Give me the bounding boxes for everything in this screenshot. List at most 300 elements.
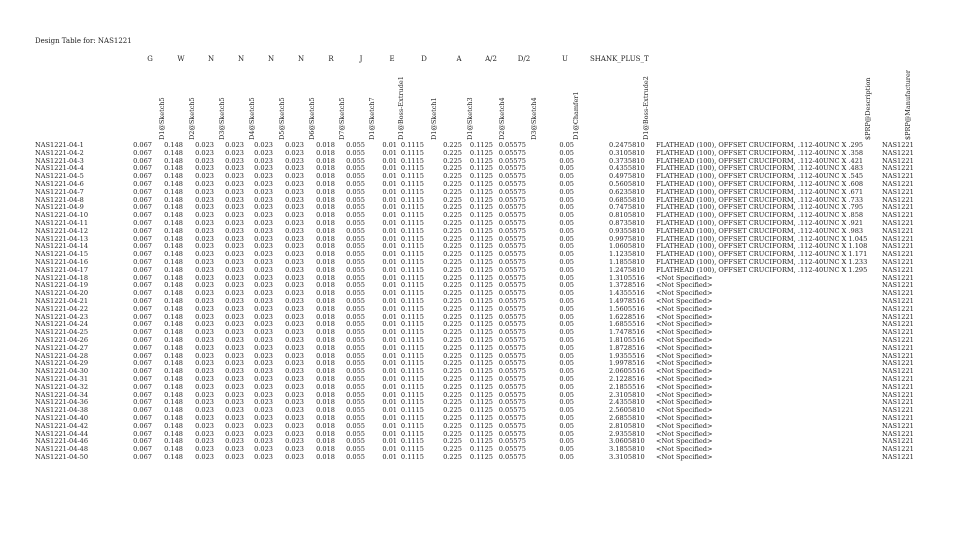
cell: 0.01: [382, 164, 397, 173]
cell: 0.067: [133, 265, 152, 274]
cell: 0.225: [443, 328, 462, 337]
cell: 0.1125: [469, 297, 493, 305]
cell: 0.148: [164, 281, 183, 290]
manufacturer: NAS1221: [882, 242, 914, 251]
cell: 0.023: [195, 398, 214, 407]
cell: 0.067: [133, 226, 152, 235]
cell: 0.023: [285, 375, 304, 383]
cell: 0.023: [254, 382, 273, 391]
cell: 0.023: [254, 297, 273, 305]
manufacturer: NAS1221: [882, 289, 914, 298]
shank-plus-t-value: 2.9355810: [609, 429, 645, 438]
cell: 0.018: [316, 195, 335, 204]
shank-plus-t-value: 0.7475810: [609, 203, 645, 212]
cell: 0.018: [316, 445, 335, 454]
cell: 0.05575: [498, 281, 526, 290]
cell: 0.023: [195, 453, 214, 461]
cell: 0.067: [133, 281, 152, 290]
cell: 0.01: [382, 375, 397, 383]
cell: 0.05575: [498, 429, 526, 438]
cell: 0.225: [443, 148, 462, 157]
column-name: [498, 50, 516, 140]
config-name: NAS1221-04-42: [35, 421, 89, 430]
cell: 0.05575: [498, 320, 526, 329]
cell: 0.023: [195, 382, 214, 391]
cell: 0.023: [254, 211, 273, 220]
cell: 0.023: [195, 281, 214, 290]
cell: 0.1115: [400, 328, 424, 337]
cell: 0.1125: [469, 421, 493, 430]
cell: 0.01: [382, 203, 397, 212]
cell: 0.055: [346, 429, 365, 438]
cell: 0.148: [164, 406, 183, 415]
cell: 0.05575: [498, 406, 526, 415]
column-name: [188, 50, 206, 140]
cell: 0.1125: [469, 226, 493, 235]
description: <Not Specified>: [656, 406, 713, 415]
cell: 0.1125: [469, 429, 493, 438]
cell: 0.023: [285, 195, 304, 204]
cell: 0.01: [382, 297, 397, 305]
cell: 0.067: [133, 141, 152, 149]
description: <Not Specified>: [656, 445, 713, 454]
cell: 0.018: [316, 343, 335, 352]
cell: 0.018: [316, 219, 335, 227]
cell: 0.05575: [498, 421, 526, 430]
cell: 0.225: [443, 445, 462, 454]
manufacturer: NAS1221: [882, 234, 914, 243]
cell: 0.055: [346, 390, 365, 399]
shank-plus-t-value: 3.1855810: [609, 445, 645, 454]
column-letter: J: [359, 55, 363, 63]
shank-plus-t-value: 1.4978516: [609, 297, 645, 305]
config-name: NAS1221-04-26: [35, 336, 89, 344]
cell: 0.018: [316, 359, 335, 368]
column-name: [466, 50, 484, 140]
cell: 0.05: [559, 414, 574, 422]
cell: 0.023: [285, 343, 304, 352]
cell: 0.225: [443, 250, 462, 259]
description: FLATHEAD (100), OFFSET CRUCIFORM, .112-40UNC X .983: [656, 226, 864, 235]
cell: 0.067: [133, 367, 152, 376]
cell: 0.148: [164, 445, 183, 454]
cell: 0.023: [195, 297, 214, 305]
column-name: [338, 50, 356, 140]
cell: 0.1115: [400, 289, 424, 298]
cell: 0.023: [254, 250, 273, 259]
column-letter: A/2: [485, 55, 497, 63]
cell: 0.018: [316, 320, 335, 329]
cell: 0.1115: [400, 359, 424, 368]
cell: 0.023: [195, 141, 214, 149]
cell: 0.148: [164, 453, 183, 461]
cell: 0.023: [254, 304, 273, 313]
config-name: NAS1221-04-25: [35, 328, 89, 337]
config-name: NAS1221-04-20: [35, 289, 89, 298]
manufacturer: NAS1221: [882, 265, 914, 274]
cell: 0.018: [316, 437, 335, 446]
cell: 0.225: [443, 258, 462, 266]
cell: 0.023: [254, 437, 273, 446]
column-name-text: D4@Sketch5: [248, 97, 256, 140]
cell: 0.023: [254, 281, 273, 290]
cell: 0.01: [382, 226, 397, 235]
cell: 0.067: [133, 328, 152, 337]
manufacturer: NAS1221: [882, 351, 914, 360]
cell: 0.1115: [400, 203, 424, 212]
cell: 0.1125: [469, 141, 493, 149]
cell: 0.018: [316, 304, 335, 313]
cell: 0.1115: [400, 180, 424, 188]
cell: 0.023: [285, 304, 304, 313]
cell: 0.023: [225, 164, 244, 173]
description: <Not Specified>: [656, 304, 713, 313]
cell: 0.055: [346, 187, 365, 196]
cell: 0.1125: [469, 445, 493, 454]
cell: 0.05: [559, 382, 574, 391]
description: <Not Specified>: [656, 351, 713, 360]
cell: 0.1125: [469, 211, 493, 220]
cell: 0.023: [254, 375, 273, 383]
config-name: NAS1221-04-15: [35, 250, 89, 259]
cell: 0.05: [559, 258, 574, 266]
description: <Not Specified>: [656, 398, 713, 407]
cell: 0.05: [559, 398, 574, 407]
cell: 0.018: [316, 429, 335, 438]
cell: 0.1115: [400, 297, 424, 305]
cell: 0.023: [195, 406, 214, 415]
config-name: NAS1221-04-6: [35, 180, 84, 188]
column-letter: SHANK_PLUS_T: [590, 55, 649, 63]
cell: 0.225: [443, 390, 462, 399]
cell: 0.018: [316, 258, 335, 266]
cell: 0.1115: [400, 219, 424, 227]
description: <Not Specified>: [656, 390, 713, 399]
manufacturer: NAS1221: [882, 141, 914, 149]
cell: 0.1125: [469, 304, 493, 313]
description: FLATHEAD (100), OFFSET CRUCIFORM, .112-40UNC X .483: [656, 164, 864, 173]
cell: 0.023: [285, 148, 304, 157]
cell: 0.1115: [400, 148, 424, 157]
cell: 0.225: [443, 180, 462, 188]
cell: 0.023: [285, 156, 304, 165]
cell: 0.023: [285, 336, 304, 344]
cell: 0.225: [443, 265, 462, 274]
manufacturer: NAS1221: [882, 281, 914, 290]
shank-plus-t-value: 1.1855810: [609, 258, 645, 266]
cell: 0.023: [195, 336, 214, 344]
cell: 0.055: [346, 382, 365, 391]
cell: 0.067: [133, 172, 152, 181]
column-name-text: D2@Sketch4: [498, 97, 506, 140]
config-name: NAS1221-04-23: [35, 312, 89, 321]
cell: 0.018: [316, 367, 335, 376]
cell: 0.1125: [469, 336, 493, 344]
manufacturer: NAS1221: [882, 156, 914, 165]
cell: 0.148: [164, 375, 183, 383]
manufacturer: NAS1221: [882, 398, 914, 407]
cell: 0.023: [195, 390, 214, 399]
column-name-text: $PRP@Manufacturer: [904, 70, 912, 140]
cell: 0.01: [382, 336, 397, 344]
cell: 0.1125: [469, 148, 493, 157]
cell: 0.067: [133, 156, 152, 165]
cell: 0.225: [443, 242, 462, 251]
cell: 0.023: [195, 172, 214, 181]
cell: 0.148: [164, 312, 183, 321]
cell: 0.05575: [498, 359, 526, 368]
config-name: NAS1221-04-17: [35, 265, 89, 274]
cell: 0.05575: [498, 172, 526, 181]
cell: 0.05575: [498, 187, 526, 196]
column-name: [397, 50, 415, 140]
cell: 0.023: [285, 250, 304, 259]
cell: 0.1125: [469, 164, 493, 173]
config-name: NAS1221-04-29: [35, 359, 89, 368]
shank-plus-t-value: 1.2475810: [609, 265, 645, 274]
cell: 0.05575: [498, 211, 526, 220]
cell: 0.148: [164, 148, 183, 157]
cell: 0.023: [254, 141, 273, 149]
cell: 0.018: [316, 203, 335, 212]
cell: 0.01: [382, 414, 397, 422]
cell: 0.1125: [469, 195, 493, 204]
cell: 0.05575: [498, 156, 526, 165]
shank-plus-t-value: 0.8735810: [609, 219, 645, 227]
description: <Not Specified>: [656, 382, 713, 391]
cell: 0.018: [316, 141, 335, 149]
cell: 0.148: [164, 382, 183, 391]
shank-plus-t-value: 1.4355516: [609, 289, 645, 298]
cell: 0.023: [225, 281, 244, 290]
shank-plus-t-value: 0.8105810: [609, 211, 645, 220]
cell: 0.023: [195, 289, 214, 298]
manufacturer: NAS1221: [882, 304, 914, 313]
cell: 0.148: [164, 398, 183, 407]
column-name-text: D7@Sketch5: [338, 97, 346, 140]
cell: 0.1115: [400, 172, 424, 181]
cell: 0.05575: [498, 343, 526, 352]
cell: 0.023: [195, 429, 214, 438]
column-name-text: D6@Sketch5: [308, 97, 316, 140]
config-name: NAS1221-04-46: [35, 437, 89, 446]
cell: 0.018: [316, 398, 335, 407]
cell: 0.1115: [400, 398, 424, 407]
config-name: NAS1221-04-14: [35, 242, 89, 251]
manufacturer: NAS1221: [882, 297, 914, 305]
cell: 0.023: [225, 375, 244, 383]
cell: 0.067: [133, 297, 152, 305]
cell: 0.023: [254, 226, 273, 235]
config-name: NAS1221-04-50: [35, 453, 89, 461]
cell: 0.023: [195, 234, 214, 243]
cell: 0.023: [195, 414, 214, 422]
cell: 0.055: [346, 141, 365, 149]
shank-plus-t-value: 1.0605810: [609, 242, 645, 251]
cell: 0.01: [382, 242, 397, 251]
cell: 0.023: [254, 242, 273, 251]
cell: 0.1115: [400, 429, 424, 438]
description: <Not Specified>: [656, 281, 713, 290]
cell: 0.1115: [400, 234, 424, 243]
cell: 0.01: [382, 359, 397, 368]
cell: 0.023: [225, 421, 244, 430]
shank-plus-t-value: 0.2475810: [609, 141, 645, 149]
cell: 0.055: [346, 336, 365, 344]
cell: 0.023: [195, 273, 214, 282]
cell: 0.055: [346, 437, 365, 446]
cell: 0.225: [443, 234, 462, 243]
cell: 0.1125: [469, 203, 493, 212]
cell: 0.225: [443, 226, 462, 235]
config-name: NAS1221-04-32: [35, 382, 89, 391]
cell: 0.055: [346, 351, 365, 360]
cell: 0.067: [133, 273, 152, 282]
cell: 0.023: [225, 390, 244, 399]
cell: 0.148: [164, 351, 183, 360]
cell: 0.05: [559, 304, 574, 313]
manufacturer: NAS1221: [882, 328, 914, 337]
column-name-text: D5@Sketch5: [278, 97, 286, 140]
config-name: NAS1221-04-40: [35, 414, 89, 422]
cell: 0.023: [195, 421, 214, 430]
column-letter: N: [237, 55, 245, 63]
cell: 0.023: [195, 187, 214, 196]
cell: 0.148: [164, 297, 183, 305]
cell: 0.023: [254, 164, 273, 173]
description: <Not Specified>: [656, 289, 713, 298]
cell: 0.05575: [498, 148, 526, 157]
cell: 0.023: [225, 172, 244, 181]
cell: 0.01: [382, 343, 397, 352]
description: FLATHEAD (100), OFFSET CRUCIFORM, .112-40UNC X .921: [656, 219, 864, 227]
shank-plus-t-value: 0.4355810: [609, 164, 645, 173]
cell: 0.148: [164, 141, 183, 149]
cell: 0.023: [195, 156, 214, 165]
column-letter: R: [328, 55, 334, 63]
manufacturer: NAS1221: [882, 375, 914, 383]
cell: 0.067: [133, 398, 152, 407]
cell: 0.1125: [469, 453, 493, 461]
cell: 0.023: [225, 234, 244, 243]
cell: 0.225: [443, 289, 462, 298]
cell: 0.05575: [498, 437, 526, 446]
column-letter: W: [177, 55, 185, 63]
manufacturer: NAS1221: [882, 382, 914, 391]
cell: 0.023: [285, 281, 304, 290]
cell: 0.1125: [469, 180, 493, 188]
manufacturer: NAS1221: [882, 445, 914, 454]
cell: 0.05: [559, 273, 574, 282]
cell: 0.023: [195, 242, 214, 251]
cell: 0.05: [559, 234, 574, 243]
shank-plus-t-value: 1.9978516: [609, 359, 645, 368]
config-name: NAS1221-04-36: [35, 398, 89, 407]
cell: 0.023: [285, 351, 304, 360]
cell: 0.023: [254, 172, 273, 181]
cell: 0.05: [559, 328, 574, 337]
cell: 0.05575: [498, 336, 526, 344]
description: <Not Specified>: [656, 273, 713, 282]
cell: 0.01: [382, 265, 397, 274]
cell: 0.055: [346, 289, 365, 298]
cell: 0.1115: [400, 414, 424, 422]
cell: 0.05: [559, 187, 574, 196]
cell: 0.1115: [400, 343, 424, 352]
cell: 0.05: [559, 164, 574, 173]
cell: 0.05575: [498, 180, 526, 188]
shank-plus-t-value: 0.3105810: [609, 148, 645, 157]
cell: 0.023: [225, 273, 244, 282]
cell: 0.1125: [469, 234, 493, 243]
cell: 0.023: [285, 141, 304, 149]
cell: 0.05: [559, 390, 574, 399]
cell: 0.148: [164, 195, 183, 204]
cell: 0.01: [382, 281, 397, 290]
cell: 0.05575: [498, 398, 526, 407]
cell: 0.1115: [400, 445, 424, 454]
cell: 0.023: [285, 226, 304, 235]
shank-plus-t-value: 0.9355810: [609, 226, 645, 235]
cell: 0.023: [195, 437, 214, 446]
cell: 0.055: [346, 375, 365, 383]
cell: 0.05575: [498, 304, 526, 313]
cell: 0.055: [346, 211, 365, 220]
cell: 0.1125: [469, 398, 493, 407]
cell: 0.023: [225, 398, 244, 407]
cell: 0.023: [225, 445, 244, 454]
column-name: [864, 50, 882, 140]
cell: 0.01: [382, 289, 397, 298]
cell: 0.05: [559, 219, 574, 227]
cell: 0.067: [133, 164, 152, 173]
cell: 0.148: [164, 226, 183, 235]
cell: 0.018: [316, 390, 335, 399]
cell: 0.1115: [400, 195, 424, 204]
manufacturer: NAS1221: [882, 421, 914, 430]
cell: 0.023: [285, 187, 304, 196]
cell: 0.148: [164, 180, 183, 188]
cell: 0.023: [195, 203, 214, 212]
manufacturer: NAS1221: [882, 343, 914, 352]
config-name: NAS1221-04-1: [35, 141, 84, 149]
cell: 0.067: [133, 289, 152, 298]
cell: 0.1125: [469, 187, 493, 196]
column-name-text: D1@Sketch5: [158, 97, 166, 140]
cell: 0.01: [382, 445, 397, 454]
cell: 0.023: [195, 258, 214, 266]
cell: 0.023: [195, 375, 214, 383]
cell: 0.023: [254, 351, 273, 360]
cell: 0.018: [316, 351, 335, 360]
cell: 0.01: [382, 320, 397, 329]
cell: 0.01: [382, 172, 397, 181]
description: <Not Specified>: [656, 312, 713, 321]
cell: 0.023: [225, 187, 244, 196]
cell: 0.1125: [469, 265, 493, 274]
column-letter: G: [147, 55, 153, 63]
cell: 0.023: [254, 367, 273, 376]
cell: 0.148: [164, 250, 183, 259]
cell: 0.067: [133, 250, 152, 259]
config-name: NAS1221-04-4: [35, 164, 84, 173]
cell: 0.05: [559, 437, 574, 446]
cell: 0.05: [559, 320, 574, 329]
manufacturer: NAS1221: [882, 180, 914, 188]
cell: 0.023: [285, 273, 304, 282]
cell: 0.023: [254, 156, 273, 165]
cell: 0.1115: [400, 437, 424, 446]
